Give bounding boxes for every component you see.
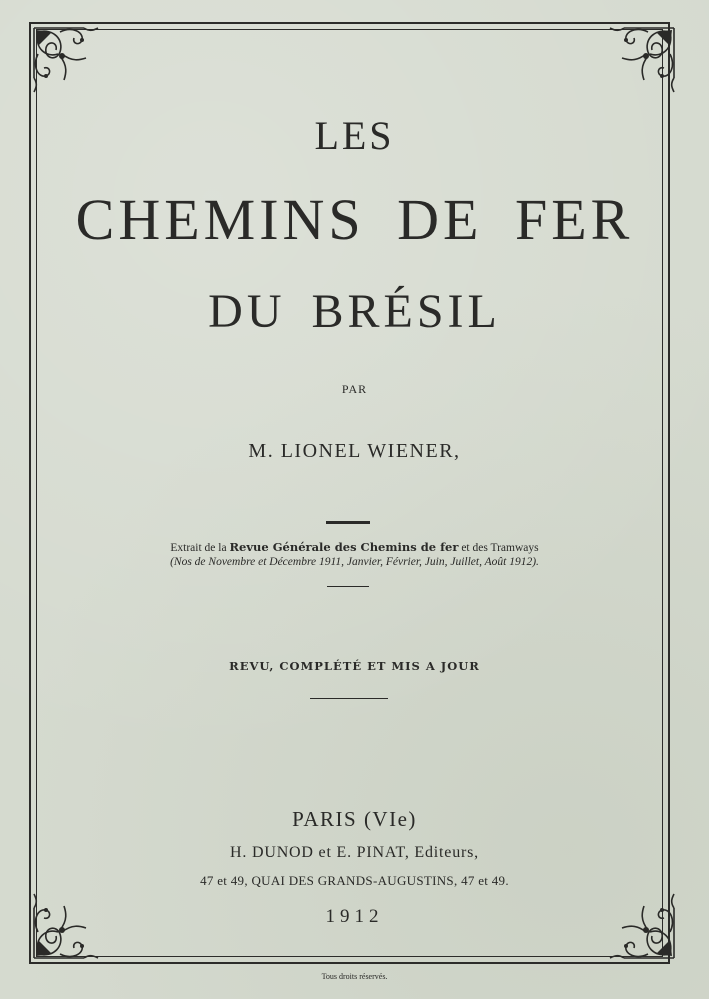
corner-ornament-icon xyxy=(600,18,684,102)
revision-note: REVU, COMPLÉTÉ ET MIS A JOUR xyxy=(229,659,480,673)
extract-prefix: Extrait de la xyxy=(170,542,230,554)
divider-rule xyxy=(310,698,388,699)
divider-rule xyxy=(326,521,370,524)
imprint-address: 47 et 49, QUAI DES GRANDS-AUGUSTINS, 47 et 49. xyxy=(200,873,509,888)
imprint-year: 1912 xyxy=(325,906,384,927)
author-name: M. LIONEL WIENER, xyxy=(248,440,461,462)
extract-issues: (Nos de Novembre et Décembre 1911, Janvier, Février, Juin, Juillet, Août 1912). xyxy=(170,556,539,568)
imprint-publishers: H. DUNOD et E. PINAT, Editeurs, xyxy=(230,844,479,861)
rights-notice: Tous droits réservés. xyxy=(321,972,388,981)
extract-suffix: et des Tramways xyxy=(458,542,539,554)
title-line-les: LES xyxy=(314,113,395,158)
title-line-du-bresil: DU BRÉSIL xyxy=(208,285,501,338)
divider-rule xyxy=(327,586,369,587)
extract-note xyxy=(0,540,709,554)
imprint-city: PARIS (VIe) xyxy=(292,807,417,831)
title-line-chemins-de-fer: CHEMINS DE FER xyxy=(75,187,634,252)
corner-ornament-icon xyxy=(24,18,108,102)
journal-name: Revue Générale des Chemins de fer xyxy=(229,540,459,554)
byline-par: PAR xyxy=(341,382,368,396)
